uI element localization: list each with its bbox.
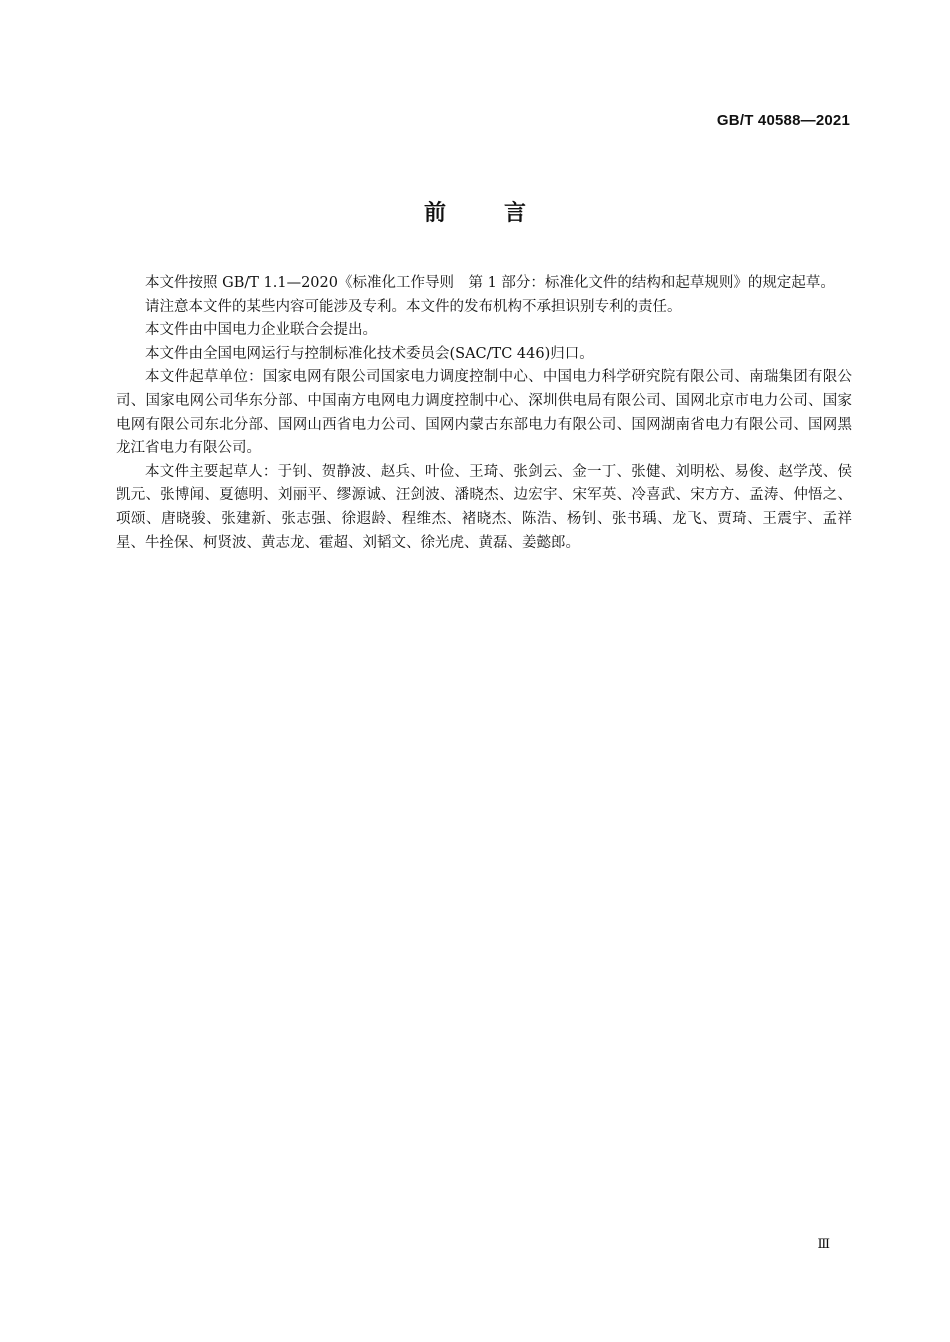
paragraph-drafting-rules: 本文件按照 GB/T 1.1—2020《标准化工作导则 第 1 部分：标准化文件的结构和起草规则》的规定起草。	[145, 275, 835, 291]
paragraph-proposer: 本文件由中国电力企业联合会提出。	[145, 322, 377, 339]
paragraph-patent-notice: 请注意本文件的某些内容可能涉及专利。本文件的发布机构不承担识别专利的责任。	[145, 298, 682, 315]
page-number: Ⅲ	[817, 1237, 830, 1252]
paragraph-drafting-units: 本文件起草单位：国家电网有限公司国家电力调度控制中心、中国电力科学研究院有限公司、南瑞集团有限公司、国家电网公司华东分部、中国南方电网电力调度控制中心、深圳供电局有限公司、国网北京市电力公司、国家电网有限公司东北分部、国网山西省电力公司、国网内蒙古东部电力有限公司、国网湖南省电力有限公司、国网黑龙江省电力有限公司。	[116, 369, 852, 457]
paragraph-technical-committee: 本文件由全国电网运行与控制标准化技术委员会(SAC/TC 446)归口。	[145, 345, 594, 362]
page-title: 前言	[423, 201, 584, 226]
paragraph-drafters: 本文件主要起草人：于钊、贺静波、赵兵、叶俭、王琦、张剑云、金一丁、张健、刘明松、易俊、赵学茂、侯凯元、张博闻、夏德明、刘丽平、缪源诚、汪剑波、潘晓杰、边宏宇、宋军英、冷喜武、宋方方、孟涛、仲悟之、项颂、唐晓骏、张建新、张志强、徐遐龄、程维杰、褚晓杰、陈浩、杨钊、张书瑀、龙飞、贾琦、王震宇、孟祥星、牛拴保、柯贤波、黄志龙、霍超、刘韬文、徐光虎、黄磊、姜懿郎。	[116, 463, 852, 551]
document-code: GB/T 40588—2021	[716, 112, 850, 129]
foreword-body	[116, 272, 852, 555]
